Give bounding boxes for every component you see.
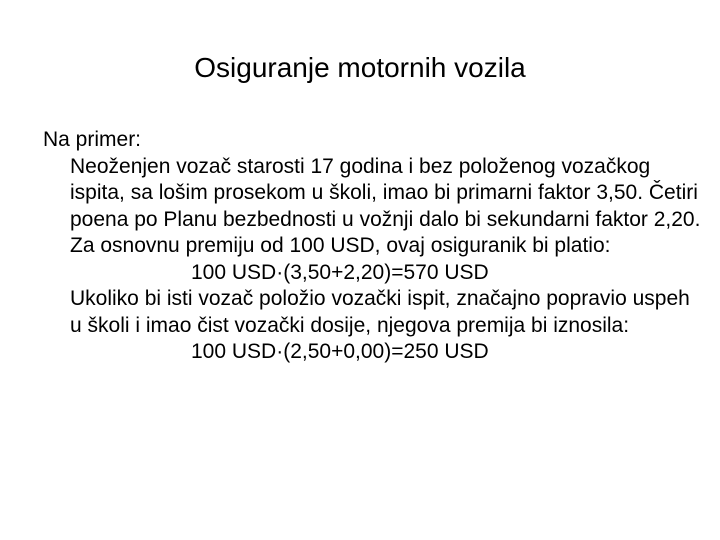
example-paragraph-3: Ukoliko bi isti vozač položio vozački ispit, značajno popravio uspeh u školi i imao čist vozački dosije, njegova premija bi iznosila: [70, 287, 690, 337]
example-paragraph-2: Za osnovnu premiju od 100 USD, ovaj osiguranik bi platio: [70, 234, 611, 257]
intro-text: Na primer: [43, 128, 142, 151]
slide-body [43, 127, 703, 366]
example-paragraph-1: Neoženjen vozač starosti 17 godina i bez položenog vozačkog ispita, sa lošim prosekom u školi, imao bi primarni faktor 3,50. Četiri poena po Planu bezbednosti u vožnji dalo bi sekundarni faktor 2,20. [70, 154, 701, 231]
formula-2: 100 USD·(2,50+0,00)=250 USD [191, 340, 489, 363]
slide-title: Osiguranje motornih vozila [194, 52, 526, 83]
formula-1: 100 USD·(3,50+2,20)=570 USD [191, 260, 489, 284]
